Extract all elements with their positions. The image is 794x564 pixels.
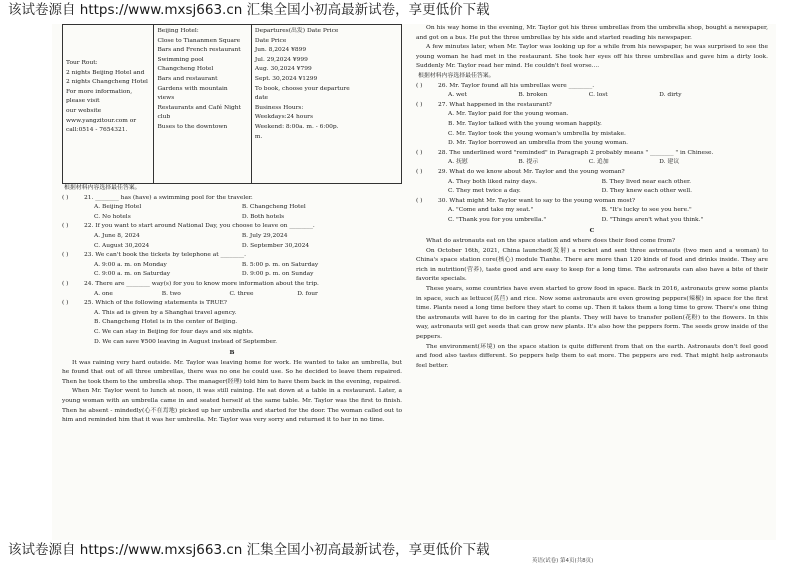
question-28	[416, 149, 768, 168]
ad-line: www.yangzitour.com or	[66, 117, 137, 124]
question-text: 27. What happened in the restaurant?	[438, 101, 552, 108]
option-b: B. 提示	[518, 159, 539, 166]
option-b: B. They lived near each other.	[601, 178, 691, 185]
ad-line: Changcheng Hotel	[157, 66, 214, 73]
ad-column-tour	[63, 25, 154, 183]
ad-line: Buses to the downtown	[157, 123, 228, 130]
ad-line: Close to Tiananmen Square	[157, 37, 241, 44]
answer-bracket[interactable]: ( )	[416, 168, 423, 175]
question-text: 29. What do we know about Mr. Taylor and the young woman?	[438, 168, 625, 175]
option-a: A. 9:00 a. m. on Monday	[94, 261, 167, 268]
option-d: D. four	[297, 290, 318, 297]
question-text: 25. Which of the following statements is TRUE?	[84, 300, 227, 307]
answer-bracket[interactable]: ( )	[62, 300, 69, 307]
source-banner-bottom: 该试卷源自 https://www.mxsj663.cn 汇集全国小初高最新试卷，享更低价下载	[8, 542, 490, 558]
option-b: B. Changcheng Hotel	[241, 204, 306, 211]
option-b: B. broken	[518, 92, 548, 99]
option-c: C. lost	[588, 92, 608, 99]
ad-line: Weekdays:24 hours	[254, 114, 313, 121]
right-column	[416, 24, 768, 371]
question-27	[416, 101, 768, 149]
ad-line: 2 nights Beijing Hotel and	[66, 69, 145, 76]
section-c-title: C	[589, 227, 595, 235]
option-d: D. We can save ¥500 leaving in August instead of September.	[94, 338, 278, 345]
question-text: 24. There are ________ way(s) for you to know more information about the trip.	[84, 280, 319, 287]
ad-line: club	[157, 114, 171, 121]
option-c: C. 9:00 a. m. on Saturday	[94, 271, 171, 278]
option-c: C. Mr. Taylor took the young woman's umbrella by mistake.	[448, 130, 626, 137]
passage-b-paragraph-3: On his way home in the evening, Mr. Taylor got his three umbrellas from the umbrella shop, bought a newspaper, and got on a bus. He put the three umbrellas by his side and started reading his newspaper.	[416, 25, 768, 41]
option-a: A. They both liked rainy days.	[448, 178, 537, 185]
ad-line: Gardens with mountain	[157, 85, 228, 92]
question-24	[62, 280, 402, 299]
ad-line: Bars and French restaurant	[157, 47, 241, 54]
option-c: C. No hotels	[94, 213, 131, 220]
ad-line: date	[254, 95, 269, 102]
option-a: A. wet	[448, 92, 467, 99]
question-text: 28. The underlined word "reminded" in Paragraph 2 probably means " ________ " in Chinese.	[438, 149, 714, 156]
answer-bracket[interactable]: ( )	[416, 149, 423, 156]
option-c: C. 追加	[588, 159, 609, 166]
option-b: B. "It's lucky to see you here."	[601, 207, 692, 214]
answer-bracket[interactable]: ( )	[62, 280, 69, 287]
option-b: B. July 29,2024	[241, 232, 288, 239]
ad-column-hotels	[154, 25, 251, 183]
option-c: C. August 30,2024	[94, 242, 150, 249]
answer-bracket[interactable]: ( )	[62, 252, 69, 259]
source-banner-top: 该试卷源自 https://www.mxsj663.cn 汇集全国小初高最新试卷，享更低价下载	[8, 2, 490, 18]
ad-line: views	[157, 95, 175, 102]
ad-line: m.	[254, 133, 263, 140]
ad-line: To book, choose your departure	[254, 85, 350, 92]
answer-bracket[interactable]: ( )	[62, 223, 69, 230]
answer-bracket[interactable]: ( )	[62, 194, 69, 201]
ad-line: Aug. 30,2024 ¥799	[254, 66, 312, 73]
option-d: D. Both hotels	[241, 213, 285, 220]
ad-line: Swimming pool	[157, 56, 204, 63]
ad-line: our website	[66, 107, 102, 114]
question-21	[62, 194, 402, 223]
option-d: D. "Things aren't what you think."	[601, 216, 704, 223]
option-d: D. 9:00 p. m. on Sunday	[241, 271, 314, 278]
answer-bracket[interactable]: ( )	[416, 197, 423, 204]
ad-line: Jun. 8,2024 ¥899	[254, 47, 307, 54]
section-b-title: B	[229, 349, 235, 357]
passage-c-paragraph-4: The environment(环境) on the space station is quite different from that on the earth. Astronauts don't feel good and food also tastes different. So peppers help them to eat more. The peppers are red. That might help astronauts feel better.	[416, 343, 768, 369]
option-a: A. This ad is given by a Shanghai travel agency.	[94, 309, 237, 316]
question-26	[416, 82, 768, 101]
travel-ad-table	[62, 24, 402, 184]
ad-line: Sept. 30,2024 ¥1299	[254, 75, 318, 82]
option-b: B. 5:00 p. m. on Saturday	[241, 261, 319, 268]
option-b: B. Mr. Taylor talked with the young woman happily.	[448, 120, 602, 127]
question-30	[416, 197, 768, 226]
option-a: A. June 8, 2024	[94, 232, 140, 239]
ad-line: Jul. 29,2024 ¥999	[254, 56, 308, 63]
option-d: D. 建议	[659, 159, 680, 166]
option-c: C. three	[229, 290, 254, 297]
ad-line: Business Hours:	[254, 104, 304, 111]
ad-line: Beijing Hotel:	[157, 28, 199, 34]
option-c: C. We can stay in Beijing for four days and six nights.	[94, 328, 254, 335]
question-25	[62, 299, 402, 347]
ad-line: please visit	[66, 98, 100, 105]
instruction-b: 根据材料内容选择最佳答案。	[418, 72, 495, 79]
ad-line: Restaurants and Café Night	[157, 104, 241, 111]
option-c: C. "Thank you for you umbrella."	[448, 216, 547, 223]
ad-line: Date Price	[254, 37, 287, 44]
option-a: A. "Come and take my seat."	[448, 207, 534, 214]
question-text: 30. What might Mr. Taylor want to say to the young woman most?	[438, 197, 636, 204]
option-b: B. Changcheng Hotel is in the center of Beijing.	[94, 319, 238, 326]
question-23	[62, 251, 402, 280]
passage-c-paragraph-1: What do astronauts eat on the space station and where does their food come from?	[426, 238, 676, 245]
ad-line: Tour Rout:	[66, 60, 98, 66]
ad-line: For more information,	[66, 88, 133, 95]
passage-b-paragraph-4: A few minutes later, when Mr. Taylor was looking up for a while from his newspaper, he was surprised to see the young woman he had met in the restaurant. She took her eyes off his three umbrellas and gave him a dirty look. Suddenly Mr. Taylor read her mind. He couldn't feel worse....	[416, 44, 768, 70]
option-a: A. 抚慰	[448, 159, 468, 166]
option-c: C. They met twice a day.	[448, 188, 521, 195]
option-d: D. Mr. Taylor borrowed an umbrella from the young woman.	[448, 140, 629, 147]
instruction-a: 根据材料内容选择最佳答案。	[64, 185, 141, 191]
left-column	[62, 24, 402, 426]
ad-line: Weekend: 8:00a. m. - 6:00p.	[254, 123, 339, 130]
option-d: D. September 30,2024	[241, 242, 310, 249]
ad-line: 2 nights Changcheng Hotel	[66, 79, 148, 86]
page-footer: 英语(试卷) 第4页(共8页)	[532, 558, 594, 564]
passage-b-paragraph-1: It was raining very hard outside. Mr. Taylor was leaving home for work. He wanted to take an umbrella, but he found that out of all three umbrellas, there was no one he could use. So he decided to leave them repaired. Then he took them to the umbrella shop. The manager(经理) told him to have them back in the evening, repaired.	[62, 359, 402, 385]
passage-c-paragraph-2: On October 16th, 2021, China launched(发射) a rocket and sent three astronauts (two men and a woman) to China's space station core(核心) module Tianhe. There are more than 120 kinds of food and drinks inside. They are rich in nutrition(营养), taste good and are easy to keep for a long time. The astronauts can also have a bite of their favorite specials.	[416, 247, 768, 283]
question-text: 23. We can't book the tickets by telephone at ________.	[84, 252, 246, 259]
option-a: A. Beijing Hotel	[94, 204, 142, 211]
option-a: A. Mr. Taylor paid for the young woman.	[448, 111, 569, 118]
option-a: A. one	[94, 290, 113, 297]
answer-bracket[interactable]: ( )	[416, 82, 423, 89]
passage-c-paragraph-3: These years, some countries have even started to grow food in space. Back in 2016, astronauts grew some plants in space, such as lettuce(莴苣) and rice. Now some astronauts are even growing peppers(辣椒) in space for the first time. Plants need a long time before they start to come up. Then it takes them a long time to grow. There's one thing the astronauts will have to do in caring for the plants. They will have to transfer pollen(花粉) to the flowers. In this way, astronauts will get seeds that can grow new plants. It's also how the peppers form. The seeds grow inside of the peppers.	[416, 286, 768, 340]
question-29	[416, 168, 768, 197]
answer-bracket[interactable]: ( )	[416, 101, 423, 108]
option-d: D. dirty	[659, 92, 682, 99]
question-text: 22. If you want to start around National Day, you choose to leave on ________.	[84, 223, 315, 230]
question-text: 26. Mr. Taylor found all his umbrellas were ________.	[438, 82, 595, 89]
ad-line: call:0514 - 7654321.	[66, 127, 128, 134]
question-22	[62, 222, 402, 251]
ad-line: Departures(出发) Date Price	[254, 28, 339, 34]
question-text: 21. ________ has (have) a swimming pool for the traveler.	[84, 194, 253, 201]
option-b: B. two	[161, 290, 181, 297]
option-d: D. They knew each other well.	[601, 188, 693, 195]
passage-b-paragraph-2: When Mr. Taylor went to lunch at noon, it was still raining. He sat down at a table in a restaurant. Later, a young woman with an umbrella came in and seated herself at the same table. Mr. Taylor was the first to finish. Then he absent - mindedly(心不在焉地) picked up her umbrella and started for the door. The woman called out to him and reminded him that it was her umbrella. Mr. Taylor was very sorry and returned it to her in no time.	[62, 388, 402, 424]
ad-line: Bars and restaurant	[157, 75, 218, 82]
ad-column-departures	[252, 25, 401, 183]
